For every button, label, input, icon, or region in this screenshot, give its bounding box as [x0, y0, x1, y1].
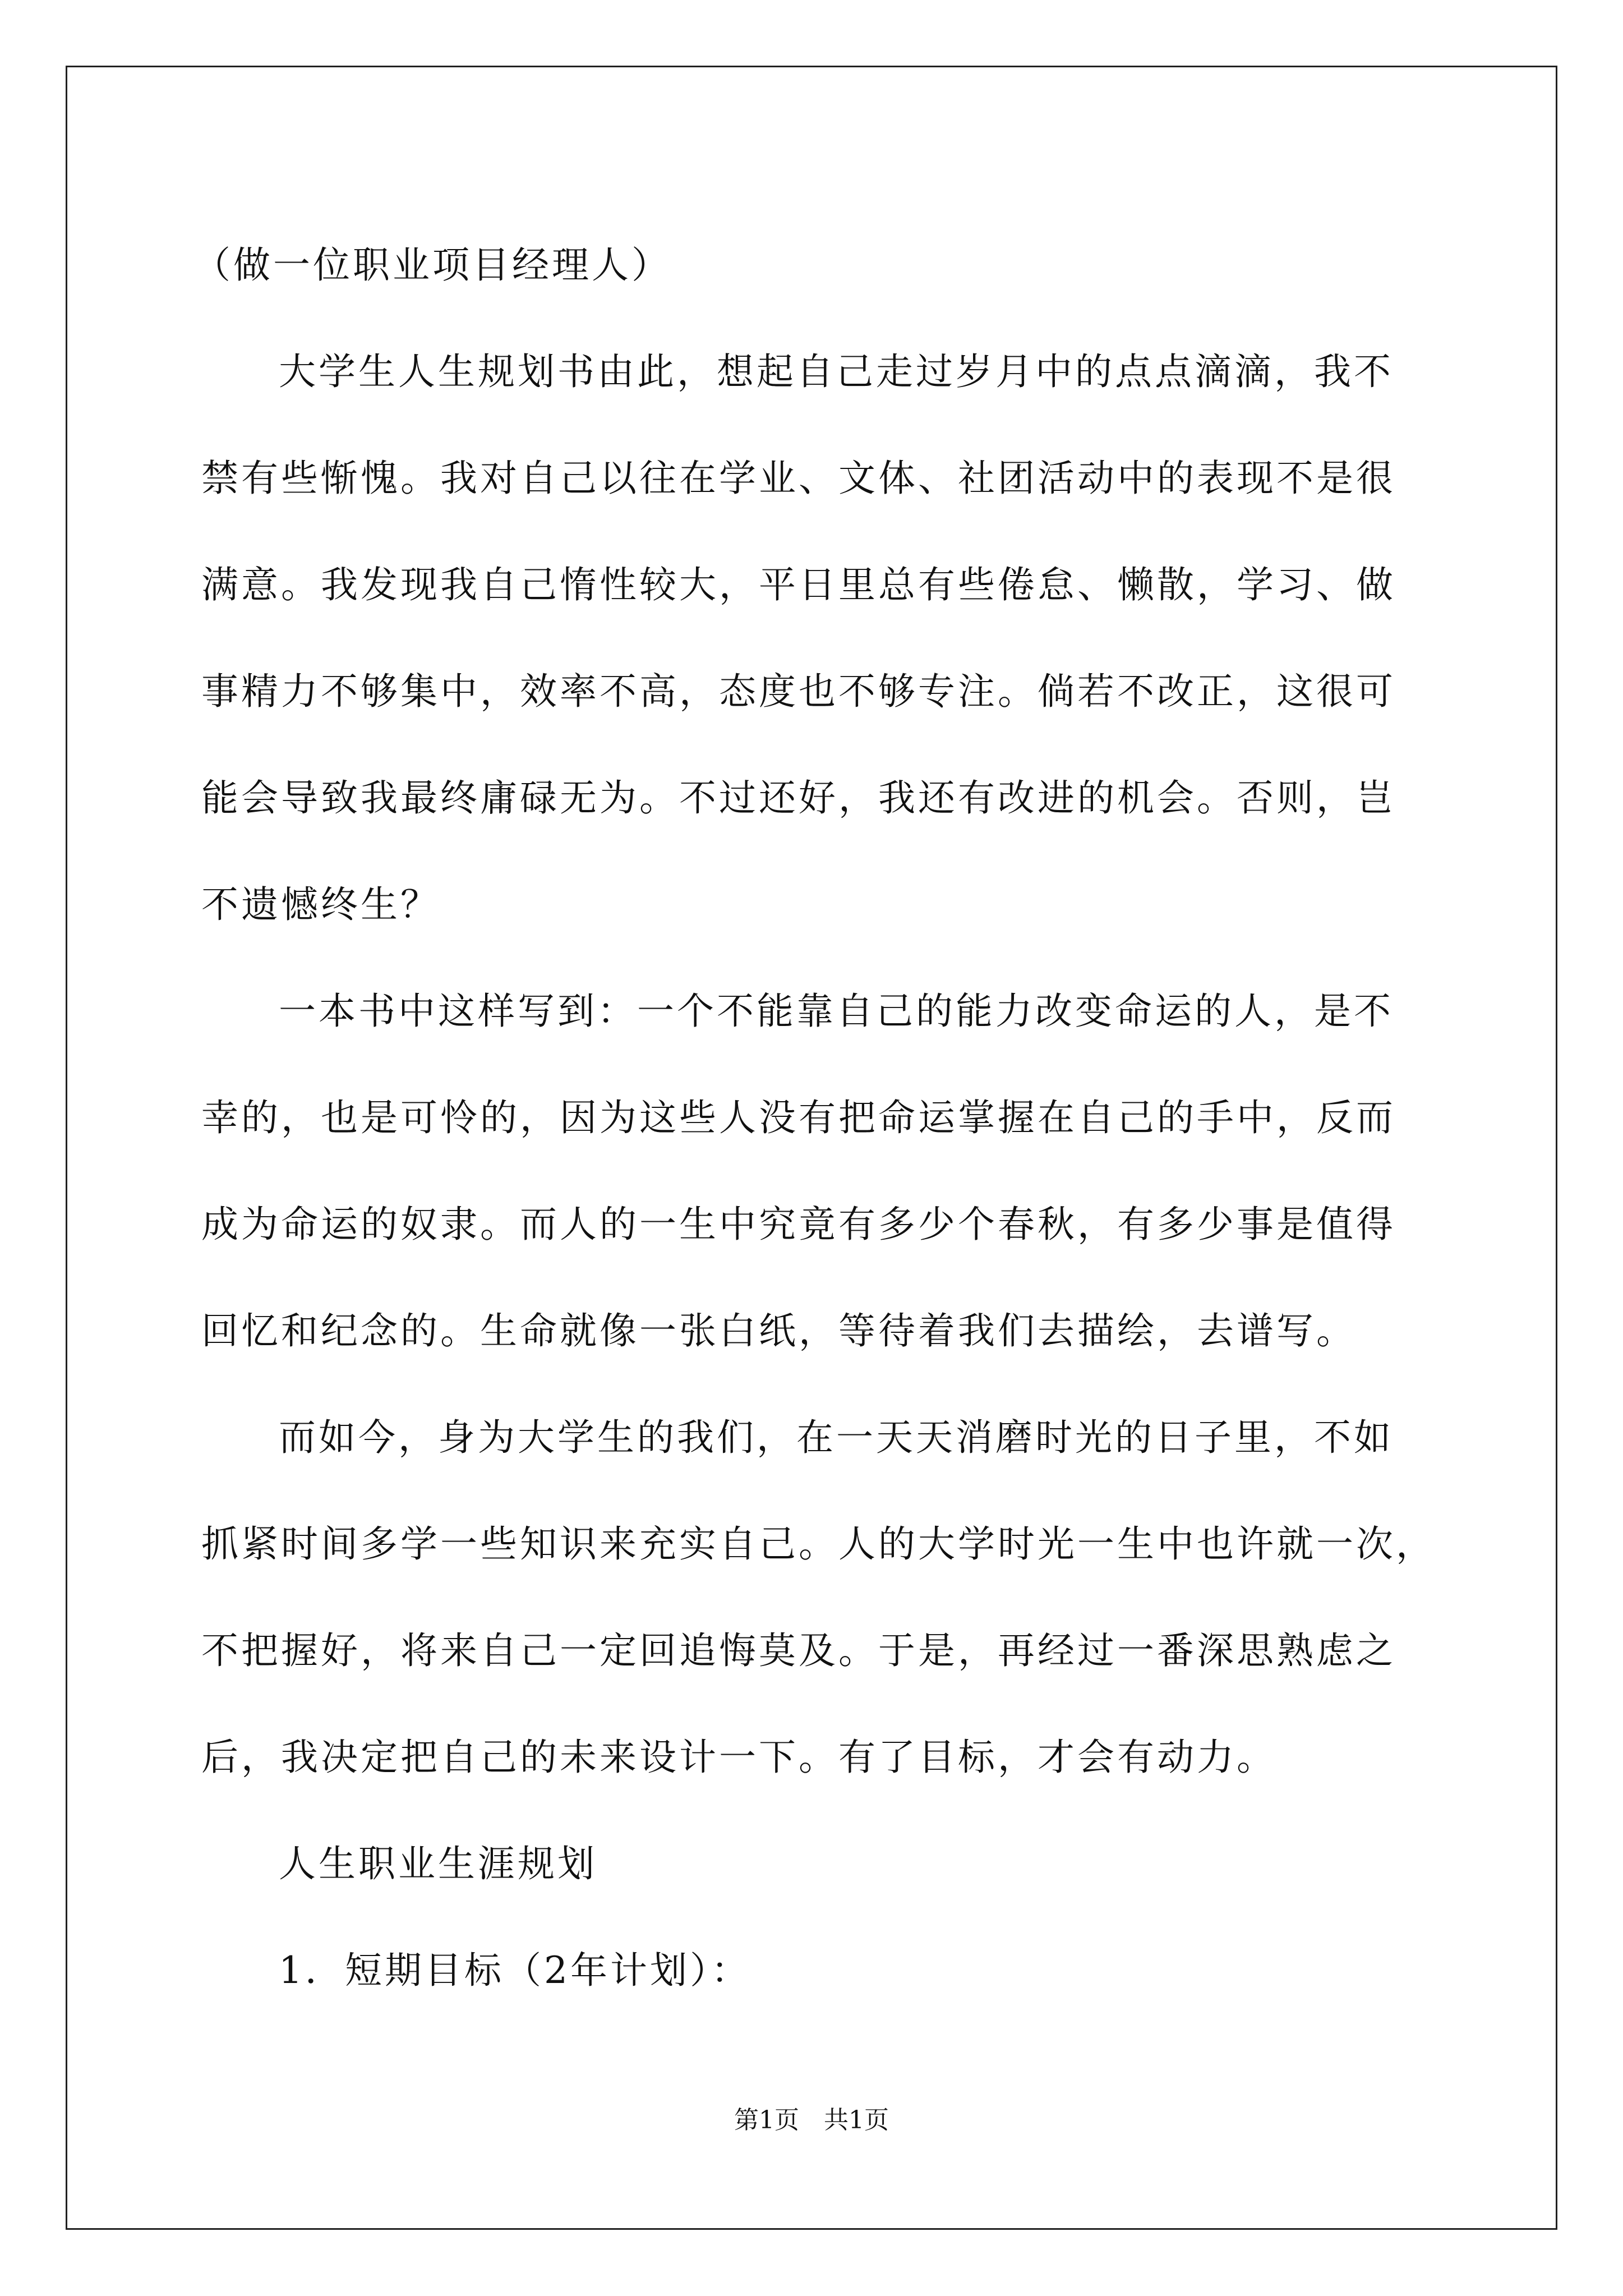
- section-title: 人生职业生涯规划: [279, 1842, 597, 1885]
- paragraph-line: 幸的，也是可怜的，因为这些人没有把命运掌握在自己的手中，反而: [201, 1096, 1396, 1139]
- paragraph-3: [201, 1384, 1435, 1811]
- paragraph-line: 禁有些惭愧。我对自己以往在学业、文体、社团活动中的表现不是很: [201, 457, 1396, 500]
- paragraph-line: 满意。我发现我自己惰性较大，平日里总有些倦怠、懒散，学习、做: [201, 563, 1396, 606]
- paragraph-2: [201, 958, 1435, 1384]
- document-heading: （做一位职业项目经理人）: [193, 243, 671, 287]
- paragraph-1: [201, 319, 1435, 958]
- paragraph-line: 事精力不够集中，效率不高，态度也不够专注。倘若不改正，这很可: [201, 670, 1396, 713]
- paragraph-line: 而如今，身为大学生的我们，在一天天消磨时光的日子里，不如: [279, 1416, 1394, 1459]
- paragraph-line: 后，我决定把自己的未来设计一下。有了目标，才会有动力。: [201, 1736, 1276, 1779]
- document-body: [193, 212, 1436, 2024]
- paragraph-line: 能会导致我最终庸碌无为。不过还好，我还有改进的机会。否则，岂: [201, 776, 1396, 820]
- paragraph-line: 回忆和纪念的。生命就像一张白纸，等待着我们去描绘，去谱写。: [201, 1309, 1356, 1352]
- paragraph-line: 不遗憾终生？: [201, 883, 440, 926]
- page-footer: 第1页 共1页: [734, 2106, 889, 2134]
- paragraph-line: 不把握好，将来自己一定回追悔莫及。于是，再经过一番深思熟虑之: [201, 1629, 1396, 1672]
- paragraph-line: 大学生人生规划书由此，想起自己走过岁月中的点点滴滴，我不: [279, 350, 1394, 393]
- paragraph-line: 一本书中这样写到：一个不能靠自己的能力改变命运的人，是不: [279, 990, 1394, 1033]
- list-item: 1．短期目标（2年计划）：: [279, 1949, 751, 1992]
- paragraph-line: 成为命运的奴隶。而人的一生中究竟有多少个春秋，有多少事是值得: [201, 1203, 1396, 1246]
- paragraph-line: 抓紧时间多学一些知识来充实自己。人的大学时光一生中也许就一次，: [201, 1522, 1436, 1566]
